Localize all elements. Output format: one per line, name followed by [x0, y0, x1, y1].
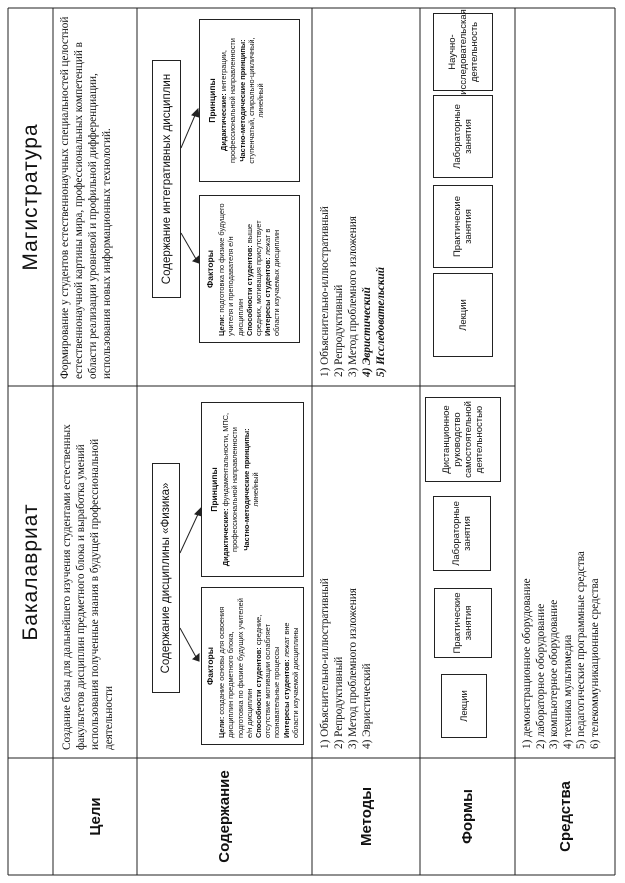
bachelor-factors-title: Факторы [205, 647, 215, 685]
header-bachelor: Бакалавриат [18, 503, 42, 641]
bachelor-goal-text: Создание базы для дальнейшего изучения студентами естественных факультетов дисциплин предметного блока и выработка умений использования полученные знания в будущей профессиональной деятельности [61, 424, 115, 750]
bachelor-factors-abilities: средние, отсутствие мотивации ослабляет познавательные процессы [254, 614, 282, 738]
row-label-forms: Формы [459, 789, 476, 844]
bachelor-method-item: 1) Объяснительно-иллюстративный [319, 578, 331, 749]
master-factors-goals-label: Цели: [217, 314, 227, 336]
master-form-practical: Практические занятия [433, 185, 493, 268]
bachelor-factors-abilities-label: Способности студентов: [254, 647, 264, 738]
master-method-item: 4) Эвристический [361, 287, 373, 377]
header-master: Магистратура [18, 123, 42, 271]
master-form-lectures: Лекции [433, 273, 493, 357]
bachelor-factors-goals: создание основы для освоения дисциплин предметного блока, подготовка по физике будущих учителей е/н дисциплин [217, 598, 254, 738]
row-label-goals: Цели [86, 797, 104, 836]
bachelor-method-item: 3) Метод проблемного изложения [347, 588, 359, 749]
master-factors-title: Факторы [205, 250, 215, 288]
master-methods-list [318, 27, 388, 377]
master-principles-method-label: Частно-методические принципы: [237, 39, 247, 162]
row-label-means: Средства [556, 781, 574, 852]
means-list [521, 149, 602, 749]
means-item: 1) демонстрационное оборудование [521, 578, 533, 749]
master-factors-interests: лежат в области изучаемых дисциплин [263, 228, 282, 336]
means-item: 5) педагогические программные средства [575, 551, 587, 749]
bachelor-factors-interests-label: Интересы студентов: [281, 659, 291, 738]
bachelor-method-item: 4) Эвристический [361, 663, 373, 749]
master-factors-box [199, 195, 300, 343]
row-label-content: Содержание [216, 770, 233, 863]
master-principles-title: Принципы [207, 78, 217, 123]
bachelor-principles-title: Принципы [209, 467, 219, 512]
bachelor-factors-interests: лежат вне области изучаемой дисциплины [281, 622, 300, 738]
master-factors-interests-label: Интересы студентов: [263, 257, 273, 336]
means-item: 6) телекоммуникационные средства [588, 578, 601, 749]
master-goal-text: Формирование у студентов естественнонаучных специальностей целостной естественнонаучной картины мира, профессиональных компетенций в области реализации уровневой и профильной дифференциации, использования новых информационных технологий. [59, 16, 113, 379]
bachelor-form-lectures: Лекции [441, 674, 487, 738]
means-item: 2) лабораторное оборудование [534, 603, 547, 749]
bachelor-factors-goals-label: Цели: [217, 716, 227, 738]
master-method-item: 5) Исследовательский [375, 266, 387, 377]
bachelor-method-item: 2) Репродуктивный [333, 656, 345, 749]
bachelor-principles-didactic: фундаментальности, МПС, профессиональной направленности [221, 412, 240, 552]
bachelor-principles-didactic-label: Дидактические: [221, 508, 231, 567]
master-principles-box [199, 19, 300, 182]
master-factors-abilities-label: Способности студентов: [244, 245, 254, 336]
means-item: 3) компьютерное оборудование [548, 599, 560, 749]
master-factors-goals: подготовка по физике будущего учителя и преподавателя е/н дисциплин [217, 203, 245, 336]
master-content-title: Содержание интегративных дисциплин [152, 60, 181, 298]
bachelor-content-title: Содержание дисциплины «Физика» [152, 463, 180, 693]
bachelor-form-laboratory: Лабораторные занятия [433, 496, 491, 571]
master-principles-method: ступенчатый, спирально-цикличный, линейный [246, 37, 266, 164]
master-method-item: 3) Метод проблемного изложения [347, 216, 359, 377]
bachelor-principles-method-label: Частно-методические принципы: [241, 428, 251, 551]
bachelor-form-distance: Дистанционное руководство самостоятельной деятельностью [425, 397, 501, 482]
master-form-research: Научно-исследовательская деятельность [433, 13, 493, 91]
master-form-laboratory: Лабораторные занятия [433, 95, 493, 178]
bachelor-principles-method: линейный [250, 472, 260, 507]
means-item: 4) техника мультимедиа [561, 634, 574, 749]
row-label-methods: Методы [357, 786, 375, 847]
bachelor-form-practical: Практические занятия [434, 588, 492, 658]
master-method-item: 2) Репродуктивный [333, 284, 345, 377]
master-method-item: 1) Объяснительно-иллюстративный [319, 206, 331, 377]
bachelor-methods-list [318, 399, 374, 749]
master-principles-didactic-label: Дидактические: [219, 93, 229, 151]
master-principles-didactic: интеграции, профессиональной направленности [219, 38, 238, 163]
master-factors-abilities: выше средних, мотивация присутствует [244, 220, 264, 336]
